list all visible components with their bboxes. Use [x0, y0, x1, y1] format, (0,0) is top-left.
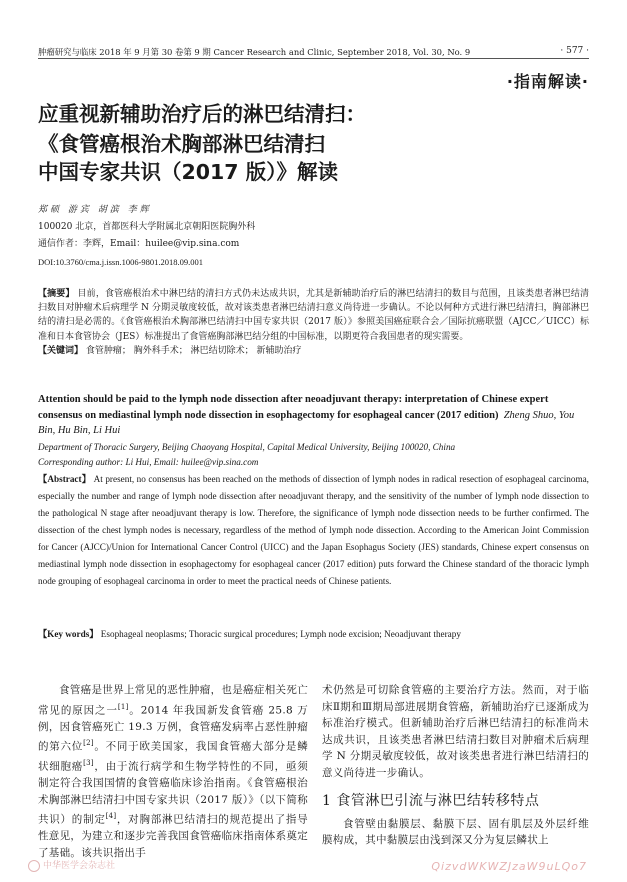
- title-line-3: 中国专家共识（2017 版）》解读: [38, 160, 338, 184]
- header-rule: [38, 58, 589, 59]
- keywords-zh-label: 【关键词】: [38, 345, 84, 356]
- english-title-text: Attention should be paid to the lymph node dissection after neoadjuvant therapy: interpretation of Chinese expert consensus on mediastinal lymph node dissection in esophagectomy for esophageal cancer (2017 edition): [38, 394, 549, 421]
- reference-3[interactable]: [3]: [83, 759, 94, 767]
- english-keywords-text: Esophageal neoplasms; Thoracic surgical procedures; Lymph node excision; Neoadjuvant therapy: [100, 629, 461, 639]
- correspondence: 通信作者：李辉，Email：huilee@vip.sina.com: [38, 239, 240, 249]
- body-text: ，由于流行病学和生物学特性的不同，亟须制定符合我国国情的食管癌临床诊治指南。《食管癌根治术胸部淋巴结清扫中国专家共识（2017 版）》（以下简称共识）的制定: [38, 760, 308, 826]
- body-text: 。2014 年我国新发食管癌 25.8 万例，因食管癌死亡 19.3 万例，食管癌发病率占恶性肿瘤的第六位: [38, 704, 308, 753]
- logo-icon: [28, 860, 40, 872]
- authors: 郑硕 游宾 胡滨 李辉: [38, 205, 152, 215]
- abstract-zh-text: 目前，食管癌根治术中淋巴结的清扫方式仍未达成共识，尤其是新辅助治疗后的淋巴结清扫的数目与范围，且该类患者淋巴结清扫数目对肿瘤术后病理学 N 分期灵敏度较低，故对该类患者淋巴结清扫意义尚待进一步确认。不论以何种方式进行淋巴结清扫，胸部淋巴结的清扫是必需的。《食管癌根治术胸部淋巴结清扫中国专家共识（2017 版）》参照美国癌症联合会／国际抗癌联盟（AJCC／UICC）标准和日本食管协会（JES）标准提出了食管癌胸部淋巴结分组的中国标准，以期更符合我国患者的现实需要。: [38, 289, 589, 342]
- reference-1[interactable]: [1]: [117, 702, 129, 711]
- body-text: 。不同于欧美国家，我国食管癌大部分是鳞状细胞癌: [38, 740, 308, 773]
- body-text: ，对胸部淋巴结清扫的规范提出了指导性意见，为建立和逐步完善我国食管癌临床指南体系奠定了基础。该共识指出手: [38, 813, 308, 859]
- english-affiliation: Department of Thoracic Surgery, Beijing Chaoyang Hospital, Capital Medical University, Beijing 100020, China: [38, 442, 456, 452]
- body-paragraph: 食管壁由黏膜层、黏膜下层、固有肌层及外层纤维膜构成，其中黏膜层由浅到深又分为复层鳞状上: [322, 817, 589, 846]
- reference-2[interactable]: [2]: [83, 739, 94, 747]
- english-authors: Zheng Shuo, You Bin, Hu Bin, Li Hui: [38, 409, 575, 436]
- body-column-right: [322, 682, 589, 849]
- publisher-logo: [28, 858, 115, 872]
- english-abstract-text: At present, no consensus has been reached on the methods of dissection of lymph nodes in radical resection of esophageal carcinoma, especially the number and range of lymph node dissection after neoadjuvant therapy, and the sensitivity of the number of lymph node dissection to the pathological N stage after neoadjuvant therapy is low. Therefore, the significance of lymph node dissection needs to be further confirmed. The dissection of the chest lymph nodes is necessary, regardless of the method of lymph node dissection. According to the American Joint Commission for Cancer (AJCC)/Union for International Cancer Control (UICC) and the Japan Esophagus Society (JES) standards, Chinese expert consensus on mediastinal lymph node dissection in esophagectomy for esophageal cancer (2017 edition) puts forward the Chinese standard of the thoracic lymph node grouping of esophageal carcinoma in order to meet the practical needs of Chinese patients.: [38, 474, 589, 586]
- doi: DOI:10.3760/cma.j.issn.1006-9801.2018.09.001: [38, 257, 204, 267]
- keywords-zh: 食管肿瘤； 胸外科手术； 淋巴结切除术； 新辅助治疗: [85, 345, 302, 356]
- reference-4[interactable]: [4]: [105, 812, 117, 820]
- journal-citation: 肿瘤研究与临床 2018 年 9 月第 30 卷第 9 期 Cancer Research and Clinic, September 2018, Vol. 30, No. 9: [38, 47, 471, 57]
- body-paragraph: 术仍然是可切除食管癌的主要治疗方法。然而，对于临床Ⅱ期和Ⅲ期局部进展期食管癌，新辅助治疗已逐渐成为标准治疗模式。但新辅助治疗后淋巴结清扫的标准尚未达成共识，且该类患者淋巴结清扫数目对肿瘤术后病理学 N 分期灵敏度较低，故对该类患者进行淋巴结清扫的意义尚待进一步确认。: [322, 684, 589, 779]
- abstract-zh-label: 【摘要】: [38, 289, 75, 299]
- body-text: 食管癌是世界上常见的恶性肿瘤，也是癌症相关死亡常见的原因之一: [38, 684, 308, 716]
- title-line-2: 《食管癌根治术胸部淋巴结清扫: [38, 132, 325, 156]
- english-correspondence: Corresponding author: Li Hui, Email: huilee@vip.sina.com: [38, 457, 259, 467]
- english-abstract-label: 【Abstract】: [38, 474, 92, 484]
- english-title: [38, 392, 589, 439]
- watermark: QizvdWKWZJzaW9uLQo7: [431, 860, 587, 873]
- english-keywords-label: 【Key words】: [38, 629, 99, 639]
- section-heading-1: 1 食管淋巴引流与淋巴结转移特点: [322, 793, 540, 809]
- english-affiliation-block: [38, 440, 589, 470]
- column-label: ·指南解读·: [506, 72, 589, 91]
- title-line-1: 应重视新辅助治疗后的淋巴结清扫：: [38, 102, 366, 126]
- english-keywords: [38, 626, 589, 643]
- abstract-zh: [38, 287, 589, 358]
- body-column-left: [38, 682, 308, 861]
- logo-text: 中华医学会杂志社: [43, 861, 116, 871]
- page-number: · 577 ·: [560, 46, 589, 56]
- affiliation: 100020 北京，首都医科大学附属北京朝阳医院胸外科: [38, 222, 256, 232]
- english-abstract: [38, 471, 589, 590]
